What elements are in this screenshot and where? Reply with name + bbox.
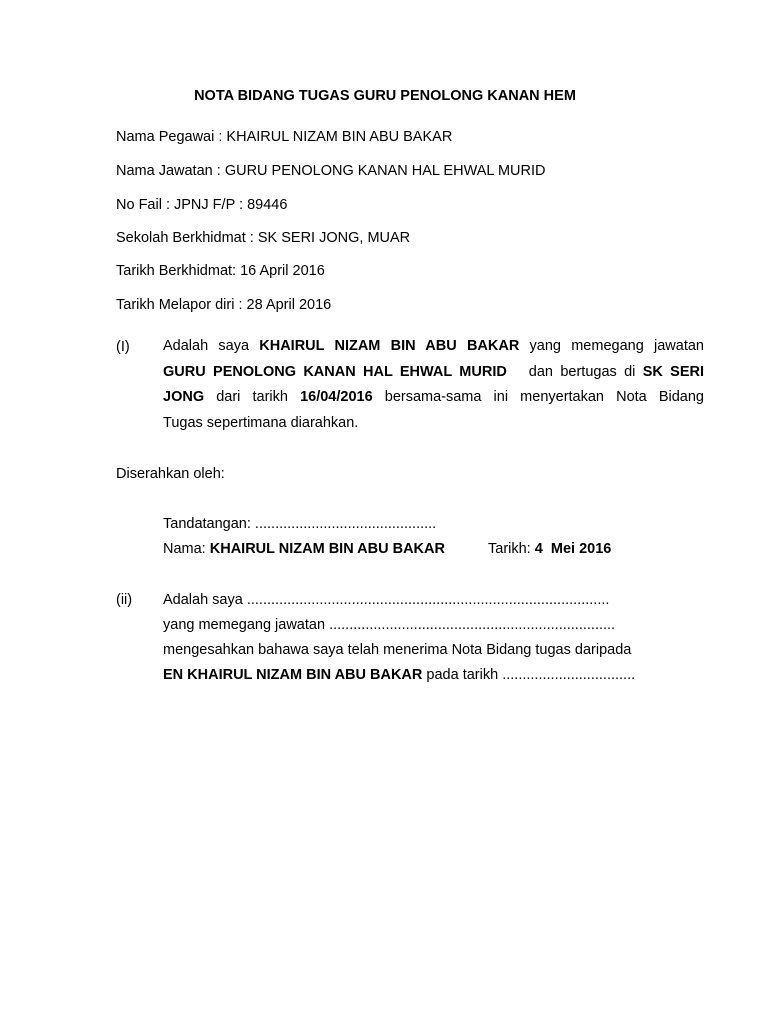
text: Adalah saya [163,338,260,354]
bold-text: EN KHAIRUL NIZAM BIN ABU BAKAR [163,667,423,683]
bold-text: JONG [163,389,205,405]
text: dari tarikh [204,389,301,405]
field-value: SK SERI JONG, MUAR [257,230,411,246]
text: yang memegang jawatan [163,617,330,633]
bold-text: GURU PENOLONG KANAN HAL EHWAL MURID [163,363,507,380]
field-value: JPNJ F/P : 89446 [174,197,288,213]
field-label: Tarikh Berkhidmat: [116,263,241,279]
date-label: Tarikh: [488,541,535,557]
bold-text: KHAIRUL NIZAM BIN ABU BAKAR [259,338,520,354]
dots: ................................. [502,667,636,683]
name-label: Nama: [163,541,210,557]
text: Adalah saya [163,592,247,608]
field-value: 28 April 2016 [246,297,332,313]
field-label: Sekolah Berkhidmat : [116,230,258,246]
text: pada tarikh [422,667,503,683]
field-value: KHAIRUL NIZAM BIN ABU BAKAR [226,129,453,145]
field-label: Tarikh Melapor diri : [116,297,247,313]
signature-label: Tandatangan: [163,516,255,532]
bold-text: 16/04/2016 [300,389,373,405]
document-title: NOTA BIDANG TUGAS GURU PENOLONG KANAN HEM [194,88,576,104]
paragraph-line [163,385,704,411]
submitter-name-line [163,541,445,557]
paragraph-line [163,360,704,386]
signature-dots: ............................................. [254,516,437,532]
field-value: GURU PENOLONG KANAN HAL EHWAL MURID [224,163,546,179]
name-value: KHAIRUL NIZAM BIN ABU BAKAR [209,541,445,557]
field-sekolah [116,230,410,246]
field-label: Nama Pegawai : [116,129,227,145]
section-2-line-4 [163,667,635,683]
bold-text: SK SERI [642,363,705,380]
signature-line [163,516,436,532]
field-value: 16 April 2016 [240,263,325,279]
field-nama-pegawai [116,129,452,145]
section-2-number: (ii) [116,592,133,608]
field-tarikh-berkhidmat [116,263,325,279]
text: yang memegang jawatan [519,338,704,354]
field-label: Nama Jawatan : [116,163,225,179]
section-1-paragraph [163,334,704,436]
section-2-line-3: mengesahkan bahawa saya telah menerima Nota Bidang tugas daripada [163,642,632,658]
text: bersama-sama ini menyertakan Nota Bidang [372,389,704,405]
section-2-line-1 [163,592,609,608]
field-tarikh-melapor [116,297,331,313]
paragraph-line [163,334,704,360]
text: dan bertugas di [506,363,643,380]
section-1-number: (I) [116,339,130,355]
section-2-line-2 [163,617,615,633]
dots: .......................................................................................... [246,592,610,608]
field-nama-jawatan [116,163,545,179]
field-no-fail [116,197,287,213]
date-value: 4 Mei 2016 [534,541,612,557]
submit-date-line [488,541,611,557]
dots: ....................................................................... [329,617,616,633]
field-label: No Fail : [116,197,175,213]
diserahkan-label: Diserahkan oleh: [116,466,225,482]
paragraph-line: Tugas sepertimana diarahkan. [163,414,359,431]
